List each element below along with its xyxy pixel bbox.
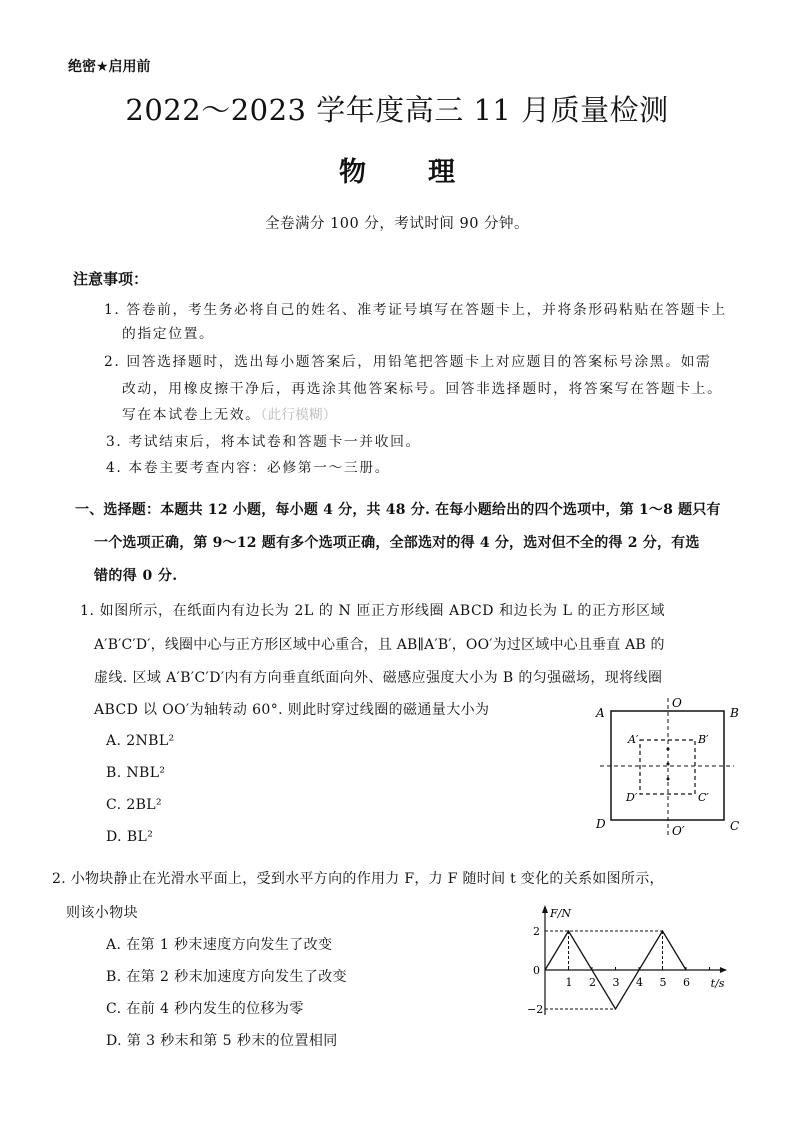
x-tick-label: 5 [659, 976, 667, 989]
question-1-line4: ABCD 以 OO′为轴转动 60°. 则此时穿过线圈的磁通量大小为 [94, 702, 490, 718]
x-tick-label: 6 [683, 976, 690, 989]
x-tick-label: 2 [589, 976, 596, 989]
subject-char: 理 [428, 157, 455, 188]
x-tick-label: 4 [636, 976, 643, 989]
q1-option-a[interactable]: A. 2NBL² [106, 733, 175, 749]
label-a-prime: A′ [628, 733, 639, 746]
notice-item-2-cont2 [122, 403, 336, 423]
section-instructions-cont: 一个选项正确，第 9～12 题有多个选项正确，全部选对的得 4 分，选对但不全的得 2 分，有选 [94, 535, 700, 551]
question-2-line2: 则该小物块 [66, 905, 138, 921]
q1-option-c[interactable]: C. 2BL² [106, 797, 163, 813]
dot [667, 778, 670, 781]
notice-item-2: 2. 回答选择题时，选出每小题答案后，用铅笔把答题卡上对应题目的答案标号涂黑。如需 [104, 354, 712, 370]
q1-coil-figure [590, 690, 750, 840]
x-tick-label: 1 [565, 976, 573, 989]
confidential-label: 绝密★启用前 [68, 59, 151, 75]
x-axis-label: t/s [710, 977, 725, 990]
blurred-text: （此行模糊） [260, 407, 337, 423]
notice-item-1: 1. 答卷前，考生务必将自己的姓名、准考证号填写在答题卡上，并将条形码粘贴在答题卡上 [104, 302, 727, 318]
question-1-line2: A′B′C′D′，线圈中心与正方形区域中心重合，且 AB∥A′B′，OO′为过区域中心且垂直 AB 的 [94, 637, 665, 653]
x-tick-label: 3 [612, 976, 620, 989]
q1-option-d[interactable]: D. BL² [106, 829, 154, 845]
y-tick-label: −2 [527, 1003, 544, 1016]
q2-option-a[interactable]: A. 在第 1 秒末速度方向发生了改变 [106, 937, 333, 953]
label-c-prime: C′ [698, 791, 709, 804]
subject-title [0, 150, 794, 189]
q2-option-d[interactable]: D. 第 3 秒末和第 5 秒末的位置相同 [106, 1033, 338, 1049]
q2-force-time-chart [500, 900, 770, 1030]
q1-option-b[interactable]: B. NBL² [106, 765, 166, 781]
label-c: C [730, 819, 740, 833]
dot [667, 763, 670, 766]
question-2: 2. 小物块静止在光滑水平面上，受到水平方向的作用力 F，力 F 随时间 t 变化的关系如图所示， [52, 871, 664, 887]
exam-title: 2022～2023 学年度高三 11 月质量检测 [125, 93, 669, 127]
label-o-prime: O′ [672, 824, 685, 838]
notice-item-2-cont: 改动，用橡皮擦干净后，再选涂其他答案标号。回答非选择题时，将答案写在答题卡上。 [122, 381, 723, 397]
label-a: A [596, 706, 605, 720]
label-b: B [730, 706, 739, 720]
y-tick-label: 0 [533, 964, 540, 977]
x-axis-arrow [720, 967, 727, 973]
y-axis-arrow [542, 905, 548, 913]
question-1-line3: 虚线. 区域 A′B′C′D′内有方向垂直纸面向外、磁感应强度大小为 B 的匀强磁场，现将线圈 [94, 670, 663, 686]
notice-text: 写在本试卷上无效。 [122, 407, 261, 423]
label-d: D [596, 817, 606, 831]
question-1: 1. 如图所示，在纸面内有边长为 2L 的 N 匝正方形线圈 ABCD 和边长为 L 的正方形区域 [80, 603, 666, 619]
label-b-prime: B′ [698, 733, 709, 746]
notice-item-3: 3. 考试结束后，将本试卷和答题卡一并收回。 [106, 434, 421, 450]
y-tick-label: 2 [533, 925, 540, 938]
notice-title: 注意事项： [73, 270, 149, 288]
y-axis-label: F/N [550, 907, 571, 920]
notice-item-1-cont: 的指定位置。 [122, 326, 215, 342]
notice-item-4: 4. 本卷主要考查内容：必修第一～三册。 [106, 460, 391, 476]
section-instructions: 一、选择题：本题共 12 小题，每小题 4 分，共 48 分. 在每小题给出的四个选项中，第 1～8 题只有 [75, 502, 721, 518]
q2-option-c[interactable]: C. 在前 4 秒内发生的位移为零 [106, 1001, 304, 1017]
exam-info: 全卷满分 100 分，考试时间 90 分钟。 [264, 216, 530, 232]
subject-char: 物 [339, 157, 366, 188]
label-d-prime: D′ [626, 791, 638, 804]
q2-option-b[interactable]: B. 在第 2 秒末加速度方向发生了改变 [106, 969, 347, 985]
dot [667, 748, 670, 751]
section-instructions-cont2: 错的得 0 分. [94, 568, 178, 584]
label-o: O [672, 696, 682, 710]
